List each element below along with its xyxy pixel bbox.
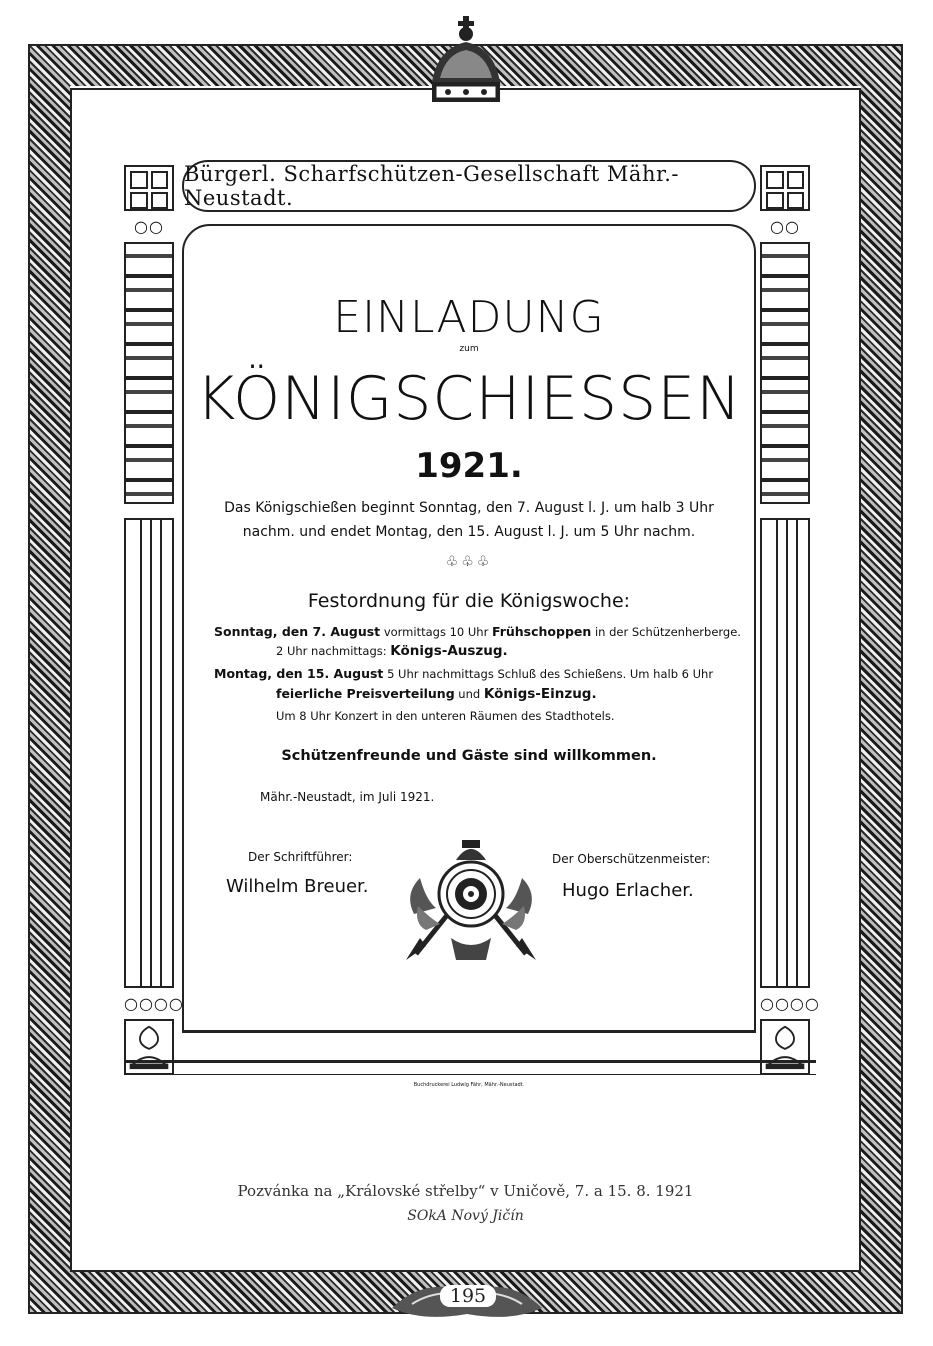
program-line-3 xyxy=(214,666,713,681)
page-number: 195 xyxy=(440,1285,496,1307)
program-event: Frühschoppen xyxy=(491,624,592,639)
divider-line xyxy=(124,1074,816,1075)
welcome-text: Schützenfreunde und Gäste sind willkommen. xyxy=(281,748,657,764)
program-detail: 5 Uhr nachmittags Schluß des Schießens. Um halb 6 Uhr xyxy=(387,667,714,681)
printer-imprint: Buchdruckerei Ludwig Fähr, Mähr.-Neustadt. xyxy=(413,1082,525,1088)
signatory-right-name: Hugo Erlacher. xyxy=(562,880,694,901)
figure-caption: Pozvánka na „Královské střelby“ v Uničově, 7. a 15. 8. 1921 xyxy=(237,1182,694,1200)
program-event: feierliche Preisverteilung xyxy=(276,686,455,701)
clover-ornament: ♧♧♧ xyxy=(445,554,493,570)
title-einladung: EINLADUNG xyxy=(333,292,605,343)
title-year: 1921. xyxy=(415,446,523,486)
crown-icon xyxy=(418,12,514,120)
program-event: Königs-Auszug. xyxy=(390,643,508,659)
program-connector: und xyxy=(458,687,481,701)
title-zum: zum xyxy=(459,344,479,354)
program-detail: Um 8 Uhr Konzert in den unteren Räumen des Stadthotels. xyxy=(276,709,615,723)
signatory-left-name: Wilhelm Breuer. xyxy=(226,876,369,897)
ring-ornament: ○○ xyxy=(134,217,164,236)
society-name: Bürgerl. Scharfschützen-Gesellschaft Mähr.-Neustadt. xyxy=(184,162,679,210)
divider-line xyxy=(124,1060,816,1063)
program-line-5 xyxy=(276,709,614,723)
intro-line-1: Das Königschießen beginnt Sonntag, den 7. August l. J. um halb 3 Uhr xyxy=(224,500,714,516)
ring-ornament-bottom: ○○○○ xyxy=(760,994,820,1013)
target-emblem-icon xyxy=(396,834,546,968)
ring-ornament-bottom: ○○○○ xyxy=(124,994,184,1013)
right-ornament-column xyxy=(760,165,820,1075)
figure-source: SOkA Nový Jičín xyxy=(407,1208,524,1224)
intro-line-2: nachm. und endet Montag, den 15. August l. J. um 5 Uhr nachm. xyxy=(242,524,696,540)
floral-ornament-icon xyxy=(124,1019,174,1075)
floral-ornament-icon xyxy=(760,1019,810,1075)
program-day: Sonntag, den 7. August xyxy=(214,624,381,639)
program-detail: in der Schützenherberge. xyxy=(594,625,741,639)
signatory-left-title: Der Schriftführer: xyxy=(248,850,353,864)
program-line-1 xyxy=(214,624,741,639)
program-heading: Festordnung für die Königswoche: xyxy=(307,590,631,612)
title-koenigschiessen: KÖNIGSCHIESSEN xyxy=(195,364,743,434)
divider-line xyxy=(182,1030,756,1033)
program-time: 2 Uhr nachmittags: xyxy=(276,644,387,658)
signatory-right-title: Der Oberschützenmeister: xyxy=(552,852,711,866)
program-line-2 xyxy=(276,643,508,659)
society-header xyxy=(182,160,756,212)
program-time: vormittags 10 Uhr xyxy=(383,625,489,639)
ring-ornament: ○○ xyxy=(770,217,800,236)
program-day: Montag, den 15. August xyxy=(214,666,384,681)
place-date: Mähr.-Neustadt, im Juli 1921. xyxy=(260,790,435,804)
program-event: Königs-Einzug. xyxy=(483,686,597,702)
left-ornament-column xyxy=(124,165,184,1075)
program-line-4 xyxy=(276,686,597,702)
